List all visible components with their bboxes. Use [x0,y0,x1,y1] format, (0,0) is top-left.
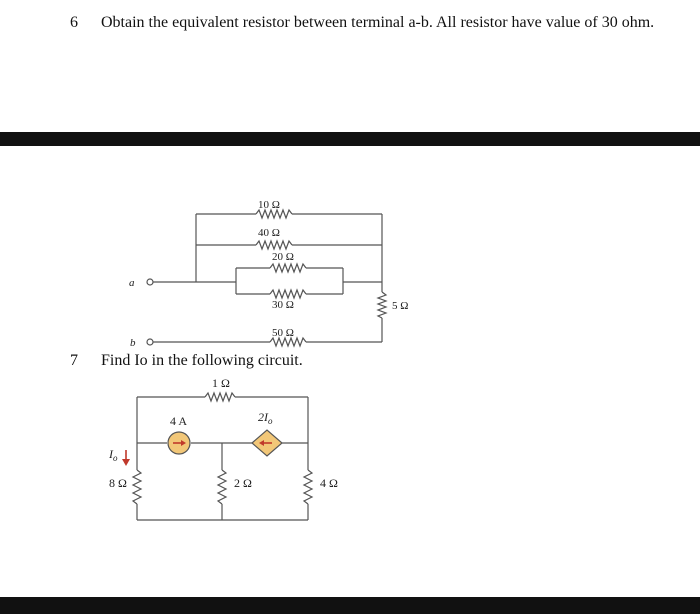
label-4-ohm: 4 Ω [320,476,338,490]
dependent-current-source [252,430,282,456]
label-40-ohm: 40 Ω [258,227,280,239]
label-10-ohm: 10 Ω [258,199,280,211]
question-6-text: Obtain the equivalent resistor between terminal a-b. All resistor have value of 30 ohm. [101,14,655,31]
label-io [108,447,118,463]
resistor-20-ohm [270,264,306,272]
current-source-4a [168,432,190,454]
resistor-1-ohm [205,393,235,401]
label-dependent-source-sub: o [268,416,273,426]
label-terminal-b: b [130,337,136,349]
label-dependent-source-main: 2I [258,410,268,424]
question-6-number: 6 [70,14,78,31]
resistor-10-ohm [256,210,292,218]
terminal-a-node [147,279,153,285]
terminal-b-node [147,339,153,345]
circuit-2 [133,393,312,520]
resistor-5-ohm [378,292,386,318]
label-8-ohm: 8 Ω [109,476,127,490]
label-50-ohm: 50 Ω [272,327,294,339]
resistor-30-ohm [270,290,306,298]
label-2-ohm: 2 Ω [234,476,252,490]
label-io-sub: o [113,453,118,463]
question-7-number: 7 [70,352,78,369]
label-terminal-a: a [129,277,135,289]
question-7-text: Find Io in the following circuit. [101,352,303,369]
resistor-4-ohm [304,470,312,504]
resistor-40-ohm [256,241,292,249]
resistor-50-ohm [270,338,306,346]
label-5-ohm: 5 Ω [392,300,409,312]
resistor-2-ohm [218,470,226,504]
io-arrow-icon [122,450,130,466]
label-4a: 4 A [170,414,188,428]
label-io-main: I [109,447,113,461]
label-1-ohm: 1 Ω [212,376,230,390]
label-30-ohm: 30 Ω [272,299,294,311]
label-20-ohm: 20 Ω [272,251,294,263]
resistor-8-ohm [133,470,141,504]
label-dependent-source [258,410,273,426]
